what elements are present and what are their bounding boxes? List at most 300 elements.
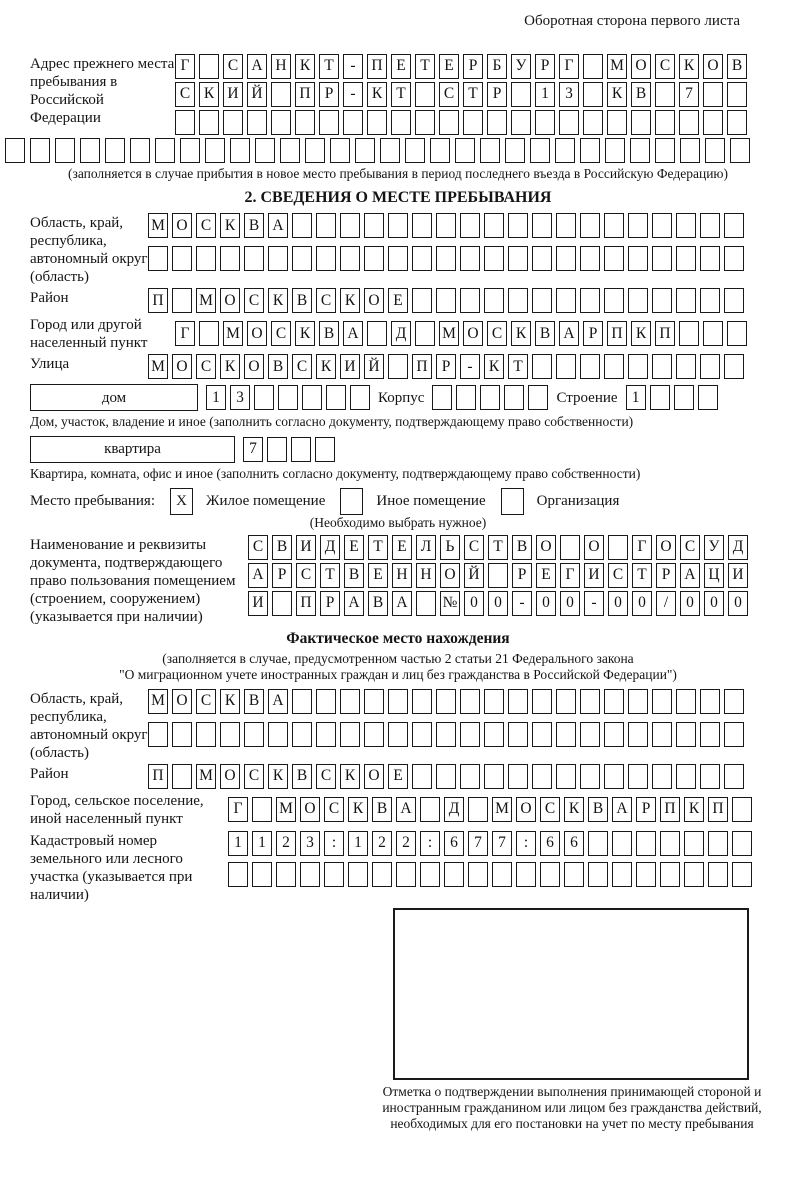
char-cell[interactable] xyxy=(415,321,435,346)
char-cell[interactable]: 7 xyxy=(243,437,263,462)
char-cell[interactable] xyxy=(708,862,728,887)
char-cell[interactable]: В xyxy=(292,764,312,789)
char-cell[interactable] xyxy=(488,563,508,588)
char-cell[interactable] xyxy=(463,110,483,135)
char-cell[interactable]: Г xyxy=(632,535,652,560)
char-cell[interactable]: П xyxy=(148,764,168,789)
char-cell[interactable]: О xyxy=(172,354,192,379)
ownership-document-line-1[interactable] xyxy=(248,535,748,560)
char-cell[interactable]: 0 xyxy=(704,591,724,616)
char-cell[interactable] xyxy=(676,764,696,789)
char-cell[interactable]: К xyxy=(295,54,315,79)
char-cell[interactable] xyxy=(652,288,672,313)
char-cell[interactable] xyxy=(508,288,528,313)
char-cell[interactable]: 1 xyxy=(348,831,368,856)
char-cell[interactable] xyxy=(724,689,744,714)
char-cell[interactable]: О xyxy=(631,54,651,79)
char-cell[interactable] xyxy=(508,722,528,747)
char-cell[interactable] xyxy=(460,246,480,271)
char-cell[interactable] xyxy=(364,689,384,714)
other-premises-checkbox[interactable] xyxy=(340,488,363,515)
char-cell[interactable]: О xyxy=(244,354,264,379)
char-cell[interactable] xyxy=(130,138,150,163)
char-cell[interactable]: О xyxy=(516,797,536,822)
char-cell[interactable]: П xyxy=(660,797,680,822)
char-cell[interactable] xyxy=(436,689,456,714)
char-cell[interactable] xyxy=(660,862,680,887)
char-cell[interactable] xyxy=(326,385,346,410)
char-cell[interactable] xyxy=(605,138,625,163)
char-cell[interactable] xyxy=(508,689,528,714)
char-cell[interactable]: 0 xyxy=(632,591,652,616)
char-cell[interactable]: Л xyxy=(416,535,436,560)
char-cell[interactable] xyxy=(628,764,648,789)
apartment-field-box[interactable]: квартира xyxy=(30,436,235,463)
char-cell[interactable]: Р xyxy=(512,563,532,588)
char-cell[interactable]: : xyxy=(516,831,536,856)
char-cell[interactable] xyxy=(680,138,700,163)
char-cell[interactable]: А xyxy=(559,321,579,346)
char-cell[interactable]: С xyxy=(271,321,291,346)
char-cell[interactable] xyxy=(727,321,747,346)
char-cell[interactable] xyxy=(604,246,624,271)
char-cell[interactable] xyxy=(372,862,392,887)
char-cell[interactable] xyxy=(636,831,656,856)
char-cell[interactable] xyxy=(364,213,384,238)
char-cell[interactable] xyxy=(508,213,528,238)
char-cell[interactable] xyxy=(292,722,312,747)
char-cell[interactable]: С xyxy=(196,354,216,379)
char-cell[interactable]: Е xyxy=(391,54,411,79)
char-cell[interactable] xyxy=(708,831,728,856)
char-cell[interactable]: 7 xyxy=(679,82,699,107)
char-cell[interactable] xyxy=(652,354,672,379)
char-cell[interactable] xyxy=(516,862,536,887)
char-cell[interactable] xyxy=(703,110,723,135)
char-cell[interactable] xyxy=(684,831,704,856)
char-cell[interactable]: В xyxy=(372,797,392,822)
char-cell[interactable] xyxy=(220,722,240,747)
char-cell[interactable]: 6 xyxy=(540,831,560,856)
char-cell[interactable]: Е xyxy=(392,535,412,560)
char-cell[interactable]: Г xyxy=(228,797,248,822)
char-cell[interactable] xyxy=(80,138,100,163)
apartment-line[interactable] xyxy=(243,437,335,462)
char-cell[interactable] xyxy=(676,354,696,379)
char-cell[interactable] xyxy=(302,385,322,410)
char-cell[interactable]: 3 xyxy=(230,385,250,410)
char-cell[interactable] xyxy=(412,764,432,789)
actual-district-line[interactable] xyxy=(148,764,744,789)
char-cell[interactable] xyxy=(612,831,632,856)
previous-address-line-4[interactable] xyxy=(5,138,766,163)
char-cell[interactable] xyxy=(652,246,672,271)
char-cell[interactable] xyxy=(291,437,311,462)
char-cell[interactable] xyxy=(504,385,524,410)
char-cell[interactable]: С xyxy=(223,54,243,79)
char-cell[interactable] xyxy=(556,764,576,789)
char-cell[interactable]: С xyxy=(487,321,507,346)
korpus-line[interactable] xyxy=(432,385,548,410)
char-cell[interactable] xyxy=(532,213,552,238)
char-cell[interactable]: 3 xyxy=(559,82,579,107)
char-cell[interactable]: С xyxy=(196,689,216,714)
char-cell[interactable] xyxy=(330,138,350,163)
char-cell[interactable]: К xyxy=(220,354,240,379)
char-cell[interactable] xyxy=(564,862,584,887)
char-cell[interactable] xyxy=(5,138,25,163)
char-cell[interactable]: О xyxy=(364,288,384,313)
char-cell[interactable] xyxy=(540,862,560,887)
char-cell[interactable] xyxy=(319,110,339,135)
char-cell[interactable] xyxy=(532,764,552,789)
char-cell[interactable] xyxy=(388,246,408,271)
char-cell[interactable] xyxy=(254,385,274,410)
char-cell[interactable] xyxy=(316,722,336,747)
char-cell[interactable] xyxy=(732,831,752,856)
char-cell[interactable]: 1 xyxy=(228,831,248,856)
char-cell[interactable] xyxy=(628,722,648,747)
char-cell[interactable]: 2 xyxy=(276,831,296,856)
char-cell[interactable] xyxy=(196,722,216,747)
char-cell[interactable] xyxy=(676,722,696,747)
char-cell[interactable] xyxy=(652,213,672,238)
char-cell[interactable]: В xyxy=(368,591,388,616)
char-cell[interactable] xyxy=(255,138,275,163)
char-cell[interactable] xyxy=(555,138,575,163)
char-cell[interactable] xyxy=(205,138,225,163)
char-cell[interactable] xyxy=(580,213,600,238)
char-cell[interactable]: - xyxy=(343,82,363,107)
char-cell[interactable] xyxy=(199,110,219,135)
char-cell[interactable]: - xyxy=(584,591,604,616)
char-cell[interactable]: 1 xyxy=(206,385,226,410)
char-cell[interactable] xyxy=(350,385,370,410)
char-cell[interactable]: В xyxy=(535,321,555,346)
char-cell[interactable] xyxy=(484,288,504,313)
char-cell[interactable]: С xyxy=(292,354,312,379)
ownership-document-line-3[interactable] xyxy=(248,591,748,616)
char-cell[interactable] xyxy=(530,138,550,163)
char-cell[interactable]: С xyxy=(316,764,336,789)
char-cell[interactable] xyxy=(364,722,384,747)
char-cell[interactable] xyxy=(732,862,752,887)
char-cell[interactable]: Н xyxy=(416,563,436,588)
stroenie-line[interactable] xyxy=(626,385,718,410)
char-cell[interactable]: К xyxy=(295,321,315,346)
char-cell[interactable]: В xyxy=(244,213,264,238)
char-cell[interactable] xyxy=(55,138,75,163)
char-cell[interactable] xyxy=(724,288,744,313)
char-cell[interactable]: 0 xyxy=(464,591,484,616)
char-cell[interactable] xyxy=(628,689,648,714)
char-cell[interactable]: К xyxy=(220,689,240,714)
char-cell[interactable] xyxy=(172,288,192,313)
char-cell[interactable] xyxy=(456,385,476,410)
char-cell[interactable]: К xyxy=(367,82,387,107)
char-cell[interactable]: А xyxy=(344,591,364,616)
ownership-document-line-2[interactable] xyxy=(248,563,748,588)
char-cell[interactable] xyxy=(292,213,312,238)
char-cell[interactable] xyxy=(268,246,288,271)
char-cell[interactable]: А xyxy=(396,797,416,822)
char-cell[interactable]: К xyxy=(340,288,360,313)
previous-address-line-2[interactable] xyxy=(175,82,747,107)
char-cell[interactable]: О xyxy=(247,321,267,346)
char-cell[interactable] xyxy=(388,689,408,714)
char-cell[interactable] xyxy=(252,862,272,887)
char-cell[interactable] xyxy=(148,246,168,271)
char-cell[interactable] xyxy=(199,54,219,79)
char-cell[interactable] xyxy=(684,862,704,887)
char-cell[interactable] xyxy=(484,246,504,271)
char-cell[interactable] xyxy=(703,82,723,107)
char-cell[interactable] xyxy=(700,213,720,238)
char-cell[interactable]: Е xyxy=(536,563,556,588)
char-cell[interactable]: М xyxy=(607,54,627,79)
char-cell[interactable]: С xyxy=(296,563,316,588)
district-line[interactable] xyxy=(148,288,744,313)
char-cell[interactable] xyxy=(175,110,195,135)
char-cell[interactable] xyxy=(280,138,300,163)
char-cell[interactable]: М xyxy=(148,213,168,238)
char-cell[interactable] xyxy=(628,246,648,271)
char-cell[interactable] xyxy=(468,797,488,822)
char-cell[interactable]: А xyxy=(392,591,412,616)
region-line-1[interactable] xyxy=(148,213,744,238)
char-cell[interactable] xyxy=(230,138,250,163)
city-line[interactable] xyxy=(175,321,747,346)
char-cell[interactable]: А xyxy=(248,563,268,588)
char-cell[interactable]: С xyxy=(196,213,216,238)
char-cell[interactable]: П xyxy=(148,288,168,313)
char-cell[interactable] xyxy=(532,354,552,379)
char-cell[interactable] xyxy=(300,862,320,887)
char-cell[interactable] xyxy=(196,246,216,271)
char-cell[interactable]: К xyxy=(607,82,627,107)
char-cell[interactable] xyxy=(532,246,552,271)
char-cell[interactable]: С xyxy=(244,288,264,313)
char-cell[interactable]: И xyxy=(296,535,316,560)
char-cell[interactable] xyxy=(630,138,650,163)
char-cell[interactable]: Й xyxy=(464,563,484,588)
char-cell[interactable] xyxy=(252,797,272,822)
char-cell[interactable] xyxy=(705,138,725,163)
char-cell[interactable] xyxy=(604,354,624,379)
char-cell[interactable]: И xyxy=(223,82,243,107)
char-cell[interactable] xyxy=(420,797,440,822)
char-cell[interactable] xyxy=(388,722,408,747)
char-cell[interactable]: С xyxy=(175,82,195,107)
char-cell[interactable] xyxy=(315,437,335,462)
char-cell[interactable] xyxy=(155,138,175,163)
char-cell[interactable] xyxy=(628,213,648,238)
char-cell[interactable]: Р xyxy=(320,591,340,616)
char-cell[interactable] xyxy=(612,862,632,887)
char-cell[interactable] xyxy=(340,246,360,271)
char-cell[interactable]: 7 xyxy=(468,831,488,856)
char-cell[interactable]: 3 xyxy=(300,831,320,856)
char-cell[interactable] xyxy=(724,246,744,271)
char-cell[interactable]: 1 xyxy=(252,831,272,856)
organization-checkbox[interactable] xyxy=(501,488,524,515)
street-line[interactable] xyxy=(148,354,744,379)
char-cell[interactable]: К xyxy=(631,321,651,346)
char-cell[interactable] xyxy=(676,288,696,313)
char-cell[interactable] xyxy=(652,689,672,714)
char-cell[interactable]: Д xyxy=(728,535,748,560)
actual-city-line[interactable] xyxy=(228,797,752,822)
char-cell[interactable] xyxy=(679,110,699,135)
char-cell[interactable] xyxy=(508,764,528,789)
char-cell[interactable]: Р xyxy=(636,797,656,822)
char-cell[interactable]: У xyxy=(704,535,724,560)
char-cell[interactable] xyxy=(700,354,720,379)
char-cell[interactable] xyxy=(412,722,432,747)
char-cell[interactable] xyxy=(724,213,744,238)
char-cell[interactable]: О xyxy=(440,563,460,588)
char-cell[interactable]: Т xyxy=(368,535,388,560)
char-cell[interactable]: К xyxy=(679,54,699,79)
char-cell[interactable] xyxy=(388,354,408,379)
char-cell[interactable]: Ц xyxy=(704,563,724,588)
char-cell[interactable] xyxy=(532,722,552,747)
char-cell[interactable]: И xyxy=(340,354,360,379)
char-cell[interactable] xyxy=(412,689,432,714)
char-cell[interactable] xyxy=(604,764,624,789)
char-cell[interactable] xyxy=(560,535,580,560)
char-cell[interactable] xyxy=(460,764,480,789)
char-cell[interactable] xyxy=(292,689,312,714)
char-cell[interactable] xyxy=(436,288,456,313)
char-cell[interactable]: Д xyxy=(320,535,340,560)
char-cell[interactable] xyxy=(724,764,744,789)
char-cell[interactable]: Р xyxy=(319,82,339,107)
char-cell[interactable]: К xyxy=(268,288,288,313)
char-cell[interactable] xyxy=(698,385,718,410)
char-cell[interactable]: М xyxy=(276,797,296,822)
char-cell[interactable] xyxy=(468,862,488,887)
char-cell[interactable] xyxy=(583,82,603,107)
char-cell[interactable] xyxy=(532,288,552,313)
char-cell[interactable]: К xyxy=(684,797,704,822)
char-cell[interactable] xyxy=(439,110,459,135)
char-cell[interactable]: - xyxy=(512,591,532,616)
char-cell[interactable] xyxy=(364,246,384,271)
char-cell[interactable]: Г xyxy=(175,321,195,346)
char-cell[interactable]: С xyxy=(655,54,675,79)
char-cell[interactable]: 7 xyxy=(492,831,512,856)
char-cell[interactable]: В xyxy=(631,82,651,107)
char-cell[interactable] xyxy=(292,246,312,271)
char-cell[interactable]: А xyxy=(343,321,363,346)
char-cell[interactable] xyxy=(655,138,675,163)
char-cell[interactable]: П xyxy=(295,82,315,107)
char-cell[interactable] xyxy=(396,862,416,887)
char-cell[interactable] xyxy=(556,246,576,271)
char-cell[interactable] xyxy=(724,354,744,379)
char-cell[interactable] xyxy=(727,82,747,107)
char-cell[interactable]: 0 xyxy=(680,591,700,616)
char-cell[interactable] xyxy=(405,138,425,163)
char-cell[interactable] xyxy=(416,591,436,616)
char-cell[interactable]: К xyxy=(268,764,288,789)
char-cell[interactable] xyxy=(340,722,360,747)
char-cell[interactable] xyxy=(679,321,699,346)
char-cell[interactable]: Д xyxy=(444,797,464,822)
char-cell[interactable]: Р xyxy=(583,321,603,346)
char-cell[interactable] xyxy=(607,110,627,135)
actual-region-line-1[interactable] xyxy=(148,689,744,714)
char-cell[interactable] xyxy=(588,862,608,887)
char-cell[interactable]: В xyxy=(244,689,264,714)
char-cell[interactable] xyxy=(220,246,240,271)
char-cell[interactable]: П xyxy=(607,321,627,346)
char-cell[interactable] xyxy=(199,321,219,346)
region-line-2[interactable] xyxy=(148,246,744,271)
char-cell[interactable] xyxy=(367,321,387,346)
char-cell[interactable]: С xyxy=(540,797,560,822)
char-cell[interactable] xyxy=(180,138,200,163)
char-cell[interactable]: М xyxy=(223,321,243,346)
char-cell[interactable] xyxy=(580,764,600,789)
char-cell[interactable]: К xyxy=(484,354,504,379)
char-cell[interactable]: К xyxy=(564,797,584,822)
char-cell[interactable] xyxy=(655,110,675,135)
char-cell[interactable] xyxy=(415,82,435,107)
char-cell[interactable] xyxy=(172,722,192,747)
char-cell[interactable]: К xyxy=(316,354,336,379)
char-cell[interactable] xyxy=(583,110,603,135)
char-cell[interactable]: П xyxy=(412,354,432,379)
char-cell[interactable] xyxy=(676,689,696,714)
char-cell[interactable] xyxy=(556,288,576,313)
char-cell[interactable] xyxy=(580,246,600,271)
char-cell[interactable] xyxy=(278,385,298,410)
char-cell[interactable] xyxy=(505,138,525,163)
char-cell[interactable]: : xyxy=(420,831,440,856)
house-field-box[interactable]: дом xyxy=(30,384,198,411)
char-cell[interactable]: Е xyxy=(388,288,408,313)
char-cell[interactable] xyxy=(650,385,670,410)
char-cell[interactable] xyxy=(580,354,600,379)
char-cell[interactable]: К xyxy=(199,82,219,107)
char-cell[interactable]: В xyxy=(588,797,608,822)
char-cell[interactable] xyxy=(340,689,360,714)
char-cell[interactable]: С xyxy=(439,82,459,107)
char-cell[interactable] xyxy=(700,764,720,789)
char-cell[interactable] xyxy=(580,689,600,714)
char-cell[interactable]: О xyxy=(536,535,556,560)
char-cell[interactable]: 6 xyxy=(444,831,464,856)
char-cell[interactable] xyxy=(460,213,480,238)
char-cell[interactable] xyxy=(436,213,456,238)
char-cell[interactable]: П xyxy=(296,591,316,616)
char-cell[interactable] xyxy=(652,764,672,789)
char-cell[interactable]: А xyxy=(680,563,700,588)
char-cell[interactable]: Й xyxy=(364,354,384,379)
char-cell[interactable]: М xyxy=(196,764,216,789)
char-cell[interactable]: Т xyxy=(319,54,339,79)
char-cell[interactable] xyxy=(244,722,264,747)
char-cell[interactable] xyxy=(295,110,315,135)
char-cell[interactable] xyxy=(588,831,608,856)
char-cell[interactable] xyxy=(511,82,531,107)
char-cell[interactable] xyxy=(316,213,336,238)
char-cell[interactable]: 0 xyxy=(536,591,556,616)
char-cell[interactable]: М xyxy=(439,321,459,346)
char-cell[interactable] xyxy=(355,138,375,163)
